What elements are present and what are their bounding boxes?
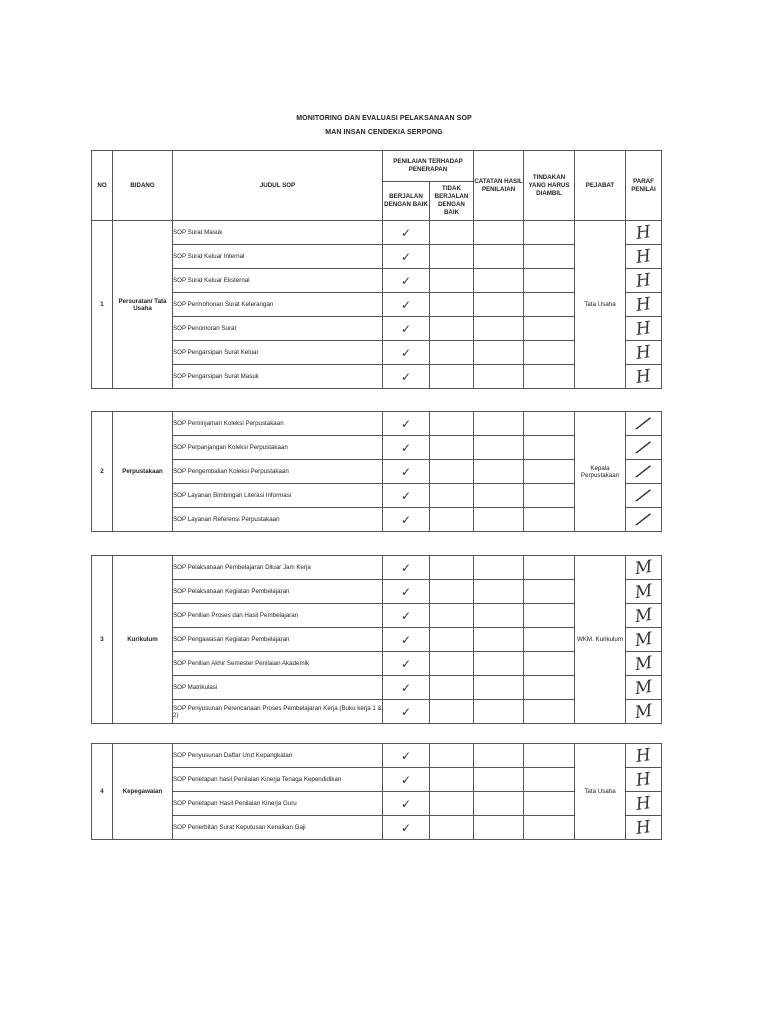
section-bidang: Kepegawaian	[113, 744, 173, 840]
tidak-berjalan-cell	[430, 245, 474, 269]
catatan-cell	[474, 317, 524, 341]
tindakan-cell	[524, 245, 575, 269]
check-icon: ✓	[400, 512, 412, 527]
sop-table-section-3	[91, 555, 662, 724]
sop-title: SOP Peminjaman Koleksi Perpustakaan	[173, 412, 383, 436]
paraf-cell	[626, 744, 662, 768]
berjalan-cell	[383, 365, 430, 389]
sop-title: SOP Pengarsipan Surat Masuk	[173, 365, 383, 389]
paraf-cell	[626, 460, 662, 484]
tidak-berjalan-cell	[430, 652, 474, 676]
catatan-cell	[474, 341, 524, 365]
table-row	[92, 744, 662, 768]
tidak-berjalan-cell	[430, 816, 474, 840]
tidak-berjalan-cell	[430, 744, 474, 768]
berjalan-cell	[383, 556, 430, 580]
tidak-berjalan-cell	[430, 676, 474, 700]
tindakan-cell	[524, 604, 575, 628]
tidak-berjalan-cell	[430, 341, 474, 365]
check-icon: ✓	[400, 488, 412, 503]
sop-title: SOP Surat Keluar Internal	[173, 245, 383, 269]
table-row	[92, 412, 662, 436]
tidak-berjalan-cell	[430, 580, 474, 604]
tidak-berjalan-cell	[430, 221, 474, 245]
signature-icon: H	[634, 744, 653, 767]
section-bidang: Perpustakaan	[113, 412, 173, 532]
paraf-cell	[626, 792, 662, 816]
check-icon: ✓	[400, 464, 412, 479]
catatan-cell	[474, 556, 524, 580]
paraf-cell	[626, 412, 662, 436]
paraf-cell	[626, 768, 662, 792]
section-no: 3	[92, 556, 113, 724]
header-pejabat: PEJABAT	[575, 151, 626, 221]
signature-icon: M	[633, 676, 654, 699]
signature-icon: H	[634, 245, 653, 268]
document-title: MONITORING DAN EVALUASI PELAKSANAAN SOP	[296, 115, 472, 122]
check-icon: ✓	[400, 321, 412, 336]
catatan-cell	[474, 508, 524, 532]
tindakan-cell	[524, 628, 575, 652]
paraf-cell	[626, 628, 662, 652]
check-icon: ✓	[400, 748, 412, 763]
tidak-berjalan-cell	[430, 508, 474, 532]
berjalan-cell	[383, 604, 430, 628]
paraf-cell	[626, 556, 662, 580]
sop-title: SOP Surat Keluar Eksternal	[173, 269, 383, 293]
berjalan-cell	[383, 676, 430, 700]
berjalan-cell	[383, 628, 430, 652]
signature-icon: H	[634, 816, 653, 839]
sop-title: SOP Penomoran Surat	[173, 317, 383, 341]
tidak-berjalan-cell	[430, 556, 474, 580]
catatan-cell	[474, 816, 524, 840]
sop-title: SOP Layanan Referensi Perpustakaan	[173, 508, 383, 532]
signature-icon: M	[633, 556, 654, 579]
check-icon: ✓	[400, 440, 412, 455]
paraf-cell	[626, 652, 662, 676]
catatan-cell	[474, 460, 524, 484]
section-pejabat: Kepala Perpustakaan	[575, 412, 626, 532]
header-tidak-berjalan: TIDAK BERJALAN DENGAN BAIK	[430, 182, 474, 221]
paraf-cell	[626, 508, 662, 532]
sop-table-section-2	[91, 411, 662, 532]
sop-title: SOP Penyusunan Daftar Urut Kepangkatan	[173, 744, 383, 768]
section-bidang: Persuratan/ Tata Usaha	[113, 221, 173, 389]
tindakan-cell	[524, 412, 575, 436]
tindakan-cell	[524, 293, 575, 317]
header-bidang: BIDANG	[113, 151, 173, 221]
sop-title: SOP Pengembalian Koleksi Perpustakaan	[173, 460, 383, 484]
check-icon: ✓	[400, 704, 412, 719]
berjalan-cell	[383, 269, 430, 293]
check-icon: ✓	[400, 249, 412, 264]
catatan-cell	[474, 221, 524, 245]
paraf-cell	[626, 293, 662, 317]
check-icon: ✓	[400, 632, 412, 647]
catatan-cell	[474, 676, 524, 700]
tindakan-cell	[524, 580, 575, 604]
catatan-cell	[474, 293, 524, 317]
header-tindakan: TINDAKAN YANG HARUS DIAMBIL	[524, 151, 575, 221]
sop-title: SOP Layanan Bimbingan Literasi Informasi	[173, 484, 383, 508]
tidak-berjalan-cell	[430, 412, 474, 436]
berjalan-cell	[383, 768, 430, 792]
catatan-cell	[474, 700, 524, 724]
tindakan-cell	[524, 816, 575, 840]
header-catatan: CATATAN HASIL PENILAIAN	[474, 151, 524, 221]
check-icon: ✓	[400, 584, 412, 599]
paraf-cell	[626, 676, 662, 700]
berjalan-cell	[383, 317, 430, 341]
sop-table-section-4	[91, 743, 662, 840]
tidak-berjalan-cell	[430, 365, 474, 389]
section-pejabat: WKM. Kurikulum	[575, 556, 626, 724]
sop-title: SOP Matrikulasi	[173, 676, 383, 700]
signature-icon: H	[634, 768, 653, 791]
section-no: 1	[92, 221, 113, 389]
paraf-cell	[626, 221, 662, 245]
signature-icon: H	[634, 341, 653, 364]
header-no: NO	[92, 151, 113, 221]
catatan-cell	[474, 580, 524, 604]
signature-icon: M	[633, 628, 654, 651]
tidak-berjalan-cell	[430, 700, 474, 724]
berjalan-cell	[383, 245, 430, 269]
berjalan-cell	[383, 744, 430, 768]
catatan-cell	[474, 744, 524, 768]
check-icon: ✓	[400, 345, 412, 360]
signature-icon: H	[634, 221, 653, 244]
signature-icon: M	[633, 604, 654, 627]
sop-title: SOP Surat Masuk	[173, 221, 383, 245]
tindakan-cell	[524, 460, 575, 484]
tindakan-cell	[524, 768, 575, 792]
paraf-cell	[626, 816, 662, 840]
signature-icon: H	[634, 269, 653, 292]
check-icon: ✓	[400, 416, 412, 431]
check-icon: ✓	[400, 796, 412, 811]
paraf-cell	[626, 580, 662, 604]
berjalan-cell	[383, 412, 430, 436]
header-paraf: PARAF PENILAI	[626, 151, 662, 221]
check-icon: ✓	[400, 680, 412, 695]
signature-icon: H	[634, 293, 653, 316]
tindakan-cell	[524, 700, 575, 724]
sop-title: SOP Perpanjangan Koleksi Perpustakaan	[173, 436, 383, 460]
paraf-cell	[626, 245, 662, 269]
section-pejabat: Tata Usaha	[575, 221, 626, 389]
check-icon: ✓	[400, 608, 412, 623]
sop-table-section-1	[91, 150, 662, 389]
catatan-cell	[474, 628, 524, 652]
section-pejabat: Tata Usaha	[575, 744, 626, 840]
tindakan-cell	[524, 365, 575, 389]
table-row	[92, 556, 662, 580]
signature-icon: M	[633, 652, 654, 675]
tidak-berjalan-cell	[430, 484, 474, 508]
signature-icon: /	[635, 458, 652, 483]
tindakan-cell	[524, 436, 575, 460]
sop-title: SOP Penetapan hasil Penilaian Kinerja Tenaga Kependidikan	[173, 768, 383, 792]
signature-icon: H	[634, 317, 653, 340]
check-icon: ✓	[400, 297, 412, 312]
berjalan-cell	[383, 816, 430, 840]
berjalan-cell	[383, 293, 430, 317]
tidak-berjalan-cell	[430, 293, 474, 317]
tindakan-cell	[524, 652, 575, 676]
tidak-berjalan-cell	[430, 604, 474, 628]
paraf-cell	[626, 269, 662, 293]
tindakan-cell	[524, 792, 575, 816]
berjalan-cell	[383, 652, 430, 676]
paraf-cell	[626, 341, 662, 365]
signature-icon: /	[635, 482, 652, 507]
check-icon: ✓	[400, 820, 412, 835]
check-icon: ✓	[400, 772, 412, 787]
signature-icon: /	[635, 506, 652, 531]
sop-title: SOP Pengawasan Kegiatan Pembelajaran	[173, 628, 383, 652]
berjalan-cell	[383, 484, 430, 508]
paraf-cell	[626, 604, 662, 628]
tindakan-cell	[524, 317, 575, 341]
catatan-cell	[474, 269, 524, 293]
section-bidang: Kurikulum	[113, 556, 173, 724]
tindakan-cell	[524, 341, 575, 365]
signature-icon: /	[635, 410, 652, 435]
sop-title: SOP Penilian Proses dan Hasil Pembelajaran	[173, 604, 383, 628]
tidak-berjalan-cell	[430, 792, 474, 816]
signature-icon: M	[633, 700, 654, 723]
catatan-cell	[474, 436, 524, 460]
catatan-cell	[474, 412, 524, 436]
check-icon: ✓	[400, 273, 412, 288]
check-icon: ✓	[400, 560, 412, 575]
sop-title: SOP Penyusunan Perencanaan Proses Pembelajaran Kerja (Buku kerja 1 & 2)	[173, 700, 383, 724]
check-icon: ✓	[400, 225, 412, 240]
catatan-cell	[474, 604, 524, 628]
tidak-berjalan-cell	[430, 628, 474, 652]
tindakan-cell	[524, 221, 575, 245]
tidak-berjalan-cell	[430, 460, 474, 484]
catatan-cell	[474, 652, 524, 676]
berjalan-cell	[383, 221, 430, 245]
signature-icon: H	[634, 365, 653, 388]
catatan-cell	[474, 245, 524, 269]
sop-title: SOP Pelaksanaan Kegiatan Pembelajaran	[173, 580, 383, 604]
tidak-berjalan-cell	[430, 317, 474, 341]
sop-title: SOP Penilian Akhir Semester Penilaian Akademik	[173, 652, 383, 676]
paraf-cell	[626, 700, 662, 724]
section-no: 2	[92, 412, 113, 532]
berjalan-cell	[383, 460, 430, 484]
paraf-cell	[626, 365, 662, 389]
section-no: 4	[92, 744, 113, 840]
berjalan-cell	[383, 341, 430, 365]
signature-icon: /	[635, 434, 652, 459]
berjalan-cell	[383, 792, 430, 816]
table-row	[92, 221, 662, 245]
sop-title: SOP Penetapan Hasil Penilaian Kinerja Guru	[173, 792, 383, 816]
signature-icon: H	[634, 792, 653, 815]
document-subtitle: MAN INSAN CENDEKIA SERPONG	[325, 129, 443, 136]
signature-icon: M	[633, 580, 654, 603]
header-penilaian: PENILAIAN TERHADAP PENERAPAN	[383, 151, 474, 182]
tindakan-cell	[524, 484, 575, 508]
sop-title: SOP Pengarsipan Surat Keluar	[173, 341, 383, 365]
catatan-cell	[474, 365, 524, 389]
catatan-cell	[474, 792, 524, 816]
tindakan-cell	[524, 508, 575, 532]
tindakan-cell	[524, 676, 575, 700]
sop-title: SOP Penerbitan Surat Keputusan Kenaikan Gaji	[173, 816, 383, 840]
check-icon: ✓	[400, 656, 412, 671]
berjalan-cell	[383, 508, 430, 532]
sop-title: SOP Permohonan Surat Keterangan	[173, 293, 383, 317]
tindakan-cell	[524, 269, 575, 293]
berjalan-cell	[383, 580, 430, 604]
paraf-cell	[626, 436, 662, 460]
header-row	[92, 151, 662, 182]
tidak-berjalan-cell	[430, 436, 474, 460]
tindakan-cell	[524, 744, 575, 768]
paraf-cell	[626, 484, 662, 508]
tindakan-cell	[524, 556, 575, 580]
check-icon: ✓	[400, 369, 412, 384]
tidak-berjalan-cell	[430, 269, 474, 293]
berjalan-cell	[383, 700, 430, 724]
berjalan-cell	[383, 436, 430, 460]
tidak-berjalan-cell	[430, 768, 474, 792]
sop-title: SOP Pelaksanaan Pembelajaran Diluar Jam Kerja	[173, 556, 383, 580]
paraf-cell	[626, 317, 662, 341]
header-judul-sop: JUDUL SOP	[173, 151, 383, 221]
catatan-cell	[474, 768, 524, 792]
catatan-cell	[474, 484, 524, 508]
header-berjalan: BERJALAN DENGAN BAIK	[383, 182, 430, 221]
